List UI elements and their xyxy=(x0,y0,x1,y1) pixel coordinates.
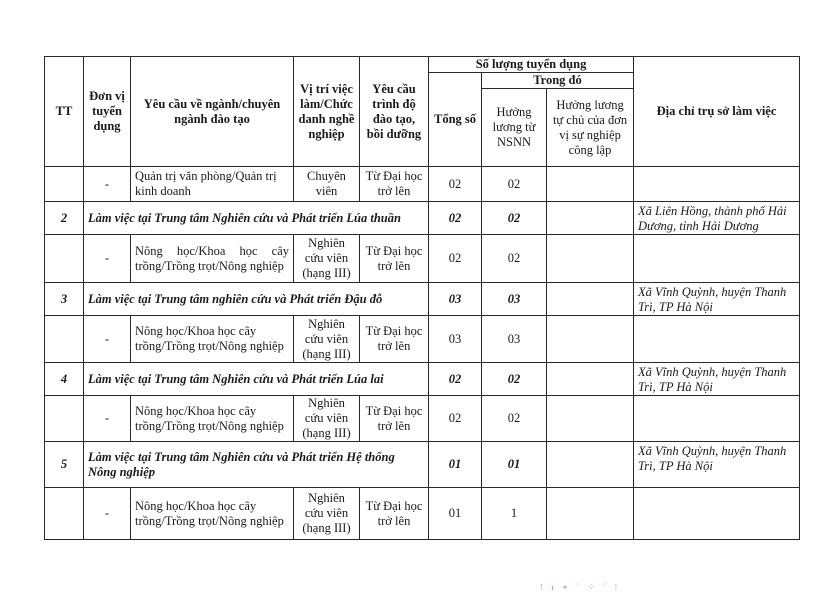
cell-address: Xã Vĩnh Quỳnh, huyện Thanh Trì, TP Hà Nội xyxy=(634,442,800,488)
table-row xyxy=(45,202,800,235)
cell-state: 03 xyxy=(482,283,547,316)
cell-total: 02 xyxy=(429,235,482,283)
cell-major: Quản trị văn phòng/Quản trị kinh doanh xyxy=(131,167,294,202)
cell-address: Xã Vĩnh Quỳnh, huyện Thanh Trì, TP Hà Nội xyxy=(634,363,800,396)
cell-unit: - xyxy=(84,235,131,283)
cell-position: Nghiên cứu viên (hạng III) xyxy=(294,316,360,363)
cell-total: 03 xyxy=(429,283,482,316)
header-position: Vị trí việc làm/Chức danh nghề nghiệp xyxy=(294,57,360,167)
cell-major: Nông học/Khoa học cây trồng/Trồng trọt/Nông nghiệp xyxy=(131,488,294,540)
cell-state: 02 xyxy=(482,235,547,283)
cell-tt xyxy=(45,396,84,442)
table-row xyxy=(45,396,800,442)
cell-self xyxy=(547,488,634,540)
cell-level: Từ Đại học trở lên xyxy=(360,235,429,283)
cell-tt: 5 xyxy=(45,442,84,488)
cell-state: 02 xyxy=(482,202,547,235)
table-row xyxy=(45,283,800,316)
cell-tt: 2 xyxy=(45,202,84,235)
cell-total: 01 xyxy=(429,488,482,540)
cell-address: Xã Vĩnh Quỳnh, huyện Thanh Trì, TP Hà Nội xyxy=(634,283,800,316)
table-row xyxy=(45,235,800,283)
cell-self xyxy=(547,202,634,235)
header-quota: Số lượng tuyển dụng xyxy=(429,57,634,73)
cell-position: Chuyên viên xyxy=(294,167,360,202)
cell-self xyxy=(547,283,634,316)
cell-group-name: Làm việc tại Trung tâm Nghiên cứu và Phát triển Hệ thống Nông nghiệp xyxy=(84,442,429,488)
cell-total: 03 xyxy=(429,316,482,363)
cell-position: Nghiên cứu viên (hạng III) xyxy=(294,235,360,283)
cell-address xyxy=(634,167,800,202)
header-major: Yêu cầu về ngành/chuyên ngành đào tạo xyxy=(131,57,294,167)
header-total: Tổng số xyxy=(429,73,482,167)
header-address: Địa chỉ trụ sở làm việc xyxy=(634,57,800,167)
table-row xyxy=(45,363,800,396)
cell-unit: - xyxy=(84,488,131,540)
cell-total: 02 xyxy=(429,167,482,202)
cell-tt xyxy=(45,488,84,540)
cell-tt xyxy=(45,316,84,363)
cell-total: 01 xyxy=(429,442,482,488)
stamp-mark: ⁝ ı ∗ ˙ ⁘ ˊ ⁝ xyxy=(540,582,621,592)
cell-group-name: Làm việc tại Trung tâm Nghiên cứu và Phát triển Lúa thuần xyxy=(84,202,429,235)
cell-state: 01 xyxy=(482,442,547,488)
cell-state: 02 xyxy=(482,363,547,396)
cell-group-name: Làm việc tại Trung tâm nghiên cứu và Phát triển Đậu đỗ xyxy=(84,283,429,316)
header-of-which: Trong đó xyxy=(482,73,634,89)
cell-level: Từ Đại học trở lên xyxy=(360,396,429,442)
cell-level: Từ Đại học trở lên xyxy=(360,316,429,363)
cell-state: 02 xyxy=(482,396,547,442)
cell-group-name: Làm việc tại Trung tâm Nghiên cứu và Phát triển Lúa lai xyxy=(84,363,429,396)
cell-self xyxy=(547,442,634,488)
cell-major: Nông học/Khoa học cây trồng/Trồng trọt/Nông nghiệp xyxy=(131,316,294,363)
cell-tt: 4 xyxy=(45,363,84,396)
cell-address: Xã Liên Hồng, thành phố Hải Dương, tỉnh Hải Dương xyxy=(634,202,800,235)
cell-self xyxy=(547,167,634,202)
table-row xyxy=(45,442,800,488)
cell-address xyxy=(634,396,800,442)
cell-state: 1 xyxy=(482,488,547,540)
cell-total: 02 xyxy=(429,202,482,235)
cell-address xyxy=(634,235,800,283)
cell-total: 02 xyxy=(429,363,482,396)
table-row xyxy=(45,167,800,202)
table-row xyxy=(45,316,800,363)
recruitment-table xyxy=(44,56,800,540)
header-level: Yêu cầu trình độ đào tạo, bồi dưỡng xyxy=(360,57,429,167)
header-tt: TT xyxy=(45,57,84,167)
cell-level: Từ Đại học trở lên xyxy=(360,488,429,540)
cell-total: 02 xyxy=(429,396,482,442)
cell-major: Nông học/Khoa học cây trồng/Trồng trọt/Nông nghiệp xyxy=(131,235,294,283)
cell-self xyxy=(547,316,634,363)
cell-tt xyxy=(45,235,84,283)
header-unit: Đơn vị tuyển dụng xyxy=(84,57,131,167)
cell-position: Nghiên cứu viên (hạng III) xyxy=(294,396,360,442)
cell-self xyxy=(547,363,634,396)
cell-tt: 3 xyxy=(45,283,84,316)
header-state-budget: Hưởng lương từ NSNN xyxy=(482,89,547,167)
cell-tt xyxy=(45,167,84,202)
cell-level: Từ Đại học trở lên xyxy=(360,167,429,202)
cell-state: 02 xyxy=(482,167,547,202)
cell-self xyxy=(547,396,634,442)
cell-major: Nông học/Khoa học cây trồng/Trồng trọt/Nông nghiệp xyxy=(131,396,294,442)
cell-unit: - xyxy=(84,396,131,442)
cell-state: 03 xyxy=(482,316,547,363)
cell-position: Nghiên cứu viên (hạng III) xyxy=(294,488,360,540)
cell-address xyxy=(634,316,800,363)
cell-address xyxy=(634,488,800,540)
cell-unit: - xyxy=(84,316,131,363)
cell-unit: - xyxy=(84,167,131,202)
cell-self xyxy=(547,235,634,283)
header-self-funded: Hưởng lương tự chủ của đơn vị sự nghiệp công lập xyxy=(547,89,634,167)
table-row xyxy=(45,488,800,540)
